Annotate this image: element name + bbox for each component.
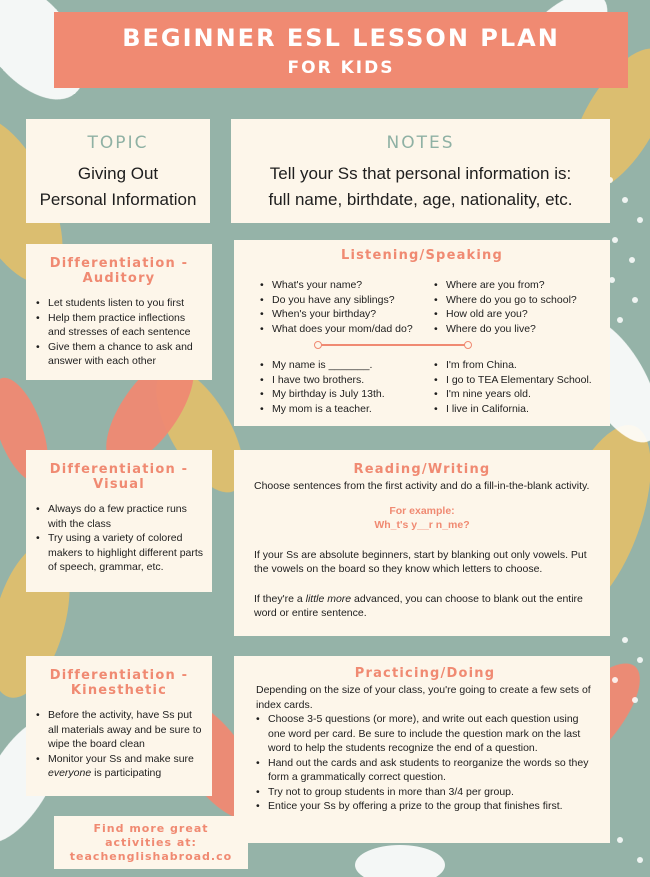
list-item: • Give them a chance to ask and answer with each other — [36, 340, 204, 369]
visual-heading-2: Visual — [93, 477, 145, 492]
topic-heading: TOPIC — [87, 133, 149, 153]
reading-paragraph-2-end: advanced, you can choose to blank out the entire word or entire sentence. — [254, 592, 583, 619]
title-banner — [54, 12, 628, 88]
divider-dot-left — [314, 341, 322, 349]
reading-paragraph-2-emphasis: little more — [305, 592, 352, 605]
list-item: • Where do you live? — [434, 322, 604, 337]
list-item: • What does your mom/dad do? — [260, 322, 440, 337]
reading-heading: Reading/Writing — [353, 462, 491, 477]
kinesthetic-heading-1: Differentiation - — [49, 668, 189, 683]
page-subtitle: FOR KIDS — [287, 58, 395, 78]
visual-heading-1: Differentiation - — [49, 462, 189, 477]
practicing-list — [256, 712, 594, 814]
practicing-doing-card — [234, 656, 610, 843]
notes-line-1: Tell your Ss that personal information is: — [269, 164, 572, 183]
listening-speaking-card — [234, 240, 610, 426]
list-item: • I have two brothers. — [260, 373, 440, 388]
auditory-heading-1: Differentiation - — [49, 256, 189, 271]
questions-answers-divider — [318, 344, 468, 346]
visual-list — [36, 502, 204, 575]
list-item: • Help them practice inflections and stresses of each sentence — [36, 311, 204, 340]
auditory-card — [26, 244, 212, 380]
example-text: Wh_t's y__r n_me? — [374, 518, 470, 531]
auditory-list — [36, 296, 204, 369]
reading-writing-card — [234, 450, 610, 636]
page-title: BEGINNER ESL LESSON PLAN — [122, 24, 560, 52]
kinesthetic-heading-2: Kinesthetic — [70, 683, 168, 698]
reading-intro: Choose sentences from the first activity and do a fill-in-the-blank activity. — [254, 480, 590, 492]
answers-left-list — [260, 358, 440, 416]
list-item: • I go to TEA Elementary School. — [434, 373, 604, 388]
list-item: • Hand out the cards and ask students to reorganize the words so they form a grammatically correct question. — [256, 756, 594, 785]
list-item: • Before the activity, have Ss put all materials away and be sure to wipe the board clean — [36, 708, 204, 752]
list-item: • I live in California. — [434, 402, 604, 417]
list-item: • What's your name? — [260, 278, 440, 293]
kinesthetic-item-2-end: is participating — [91, 767, 162, 779]
topic-line-2: Personal Information — [39, 190, 197, 209]
notes-card — [231, 119, 610, 223]
footer-website-link[interactable]: teachenglishabroad.co — [69, 850, 233, 863]
questions-left-list — [260, 278, 440, 336]
reading-paragraph-2 — [254, 592, 590, 621]
answers-right-list — [434, 358, 604, 416]
example-label: For example: — [389, 504, 455, 517]
list-item: • How old are you? — [434, 307, 604, 322]
list-item — [36, 752, 204, 781]
list-item: • Where are you from? — [434, 278, 604, 293]
questions-right-list — [434, 278, 604, 336]
practicing-intro: Depending on the size of your class, you're going to create a few sets of index cards. — [256, 684, 591, 711]
notes-line-2: full name, birthdate, age, nationality, etc. — [268, 190, 573, 209]
footer-line-2: activities at: — [105, 836, 197, 849]
list-item: • Choose 3-5 questions (or more), and write out each question using one word per card. Be sure to include the question mark on the last word to help the students recognize the end of a question. — [256, 712, 594, 756]
topic-line-1: Giving Out — [77, 164, 159, 183]
footer-line-1: Find more great — [93, 822, 209, 835]
list-item: • Do you have any siblings? — [260, 293, 440, 308]
auditory-heading-2: Auditory — [82, 271, 156, 286]
divider-dot-right — [464, 341, 472, 349]
kinesthetic-item-2-start: Monitor your Ss and make sure — [48, 752, 194, 765]
list-item: • I'm from China. — [434, 358, 604, 373]
list-item: • My mom is a teacher. — [260, 402, 440, 417]
list-item: • Try using a variety of colored makers to highlight different parts of speech, grammar, etc. — [36, 531, 204, 575]
list-item: • Let students listen to you first — [36, 296, 204, 311]
reading-paragraph-1: If your Ss are absolute beginners, start by blanking out only vowels. Put the vowels on the board so they know which letters to choose. — [254, 548, 587, 575]
kinesthetic-card — [26, 656, 212, 796]
list-item: • Where do you go to school? — [434, 293, 604, 308]
list-item: • Always do a few practice runs with the class — [36, 502, 204, 531]
visual-card — [26, 450, 212, 592]
kinesthetic-list — [36, 708, 204, 781]
reading-paragraph-2-start: If they're a — [254, 592, 306, 605]
list-item: • My name is _______. — [260, 358, 440, 373]
list-item: • My birthday is July 13th. — [260, 387, 440, 402]
topic-card — [26, 119, 210, 223]
footer-card — [54, 816, 248, 869]
list-item: • I'm nine years old. — [434, 387, 604, 402]
list-item: • Entice your Ss by offering a prize to the group that finishes first. — [256, 799, 594, 814]
listening-heading: Listening/Speaking — [340, 248, 504, 263]
notes-heading: NOTES — [386, 133, 455, 153]
list-item: • When's your birthday? — [260, 307, 440, 322]
kinesthetic-item-2-emphasis: everyone — [48, 767, 92, 779]
practicing-heading: Practicing/Doing — [354, 666, 496, 681]
list-item: • Try not to group students in more than 3/4 per group. — [256, 785, 594, 800]
